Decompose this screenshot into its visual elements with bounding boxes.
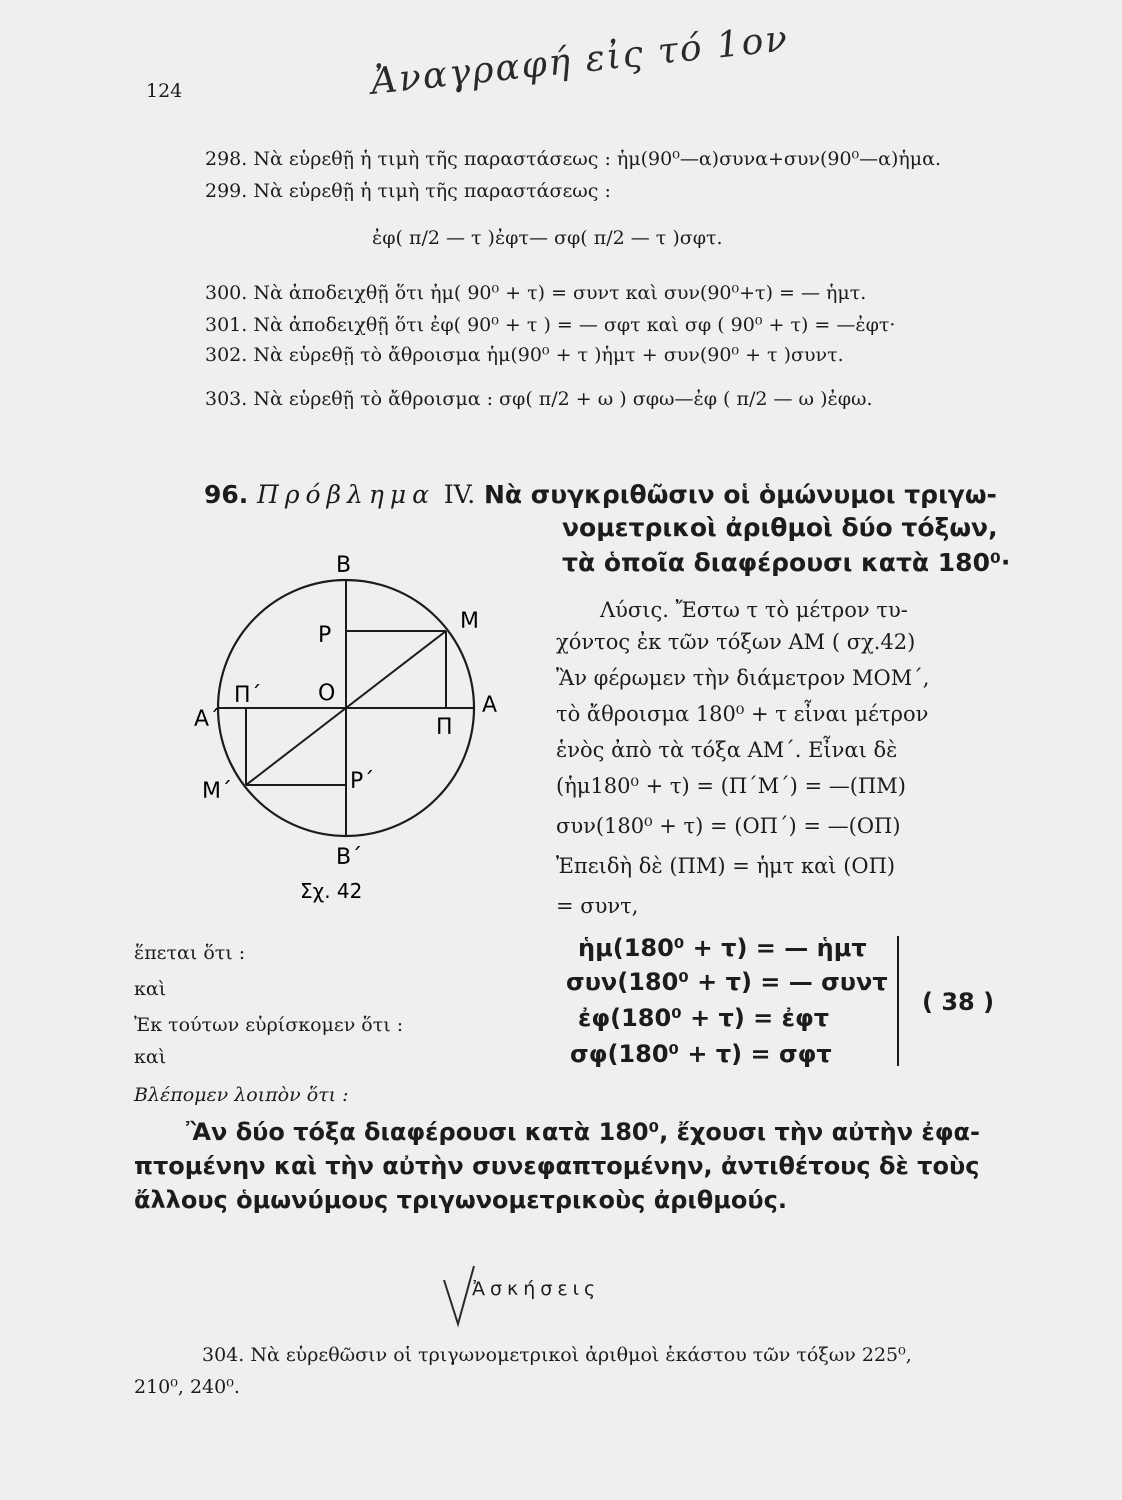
exercise-299: 299. Νὰ εὑρεθῇ ἡ τιμὴ τῆς παραστάσεως : — [205, 180, 611, 202]
solution-line-1: Λύσις. Ἔστω τ τὸ μέτρον τυ- — [600, 598, 908, 622]
conclusion-line-2: πτομένην καὶ τὴν αὐτὴν συνεφαπτομένην, ἀντιθέτους δὲ τοὺς — [134, 1152, 980, 1180]
label-M: Μ — [460, 609, 479, 634]
figure-42 — [190, 550, 520, 910]
label-P: Ρ — [318, 623, 332, 648]
solution-line-2: χόντος ἐκ τῶν τόξων ΑΜ ( σχ.42) — [556, 630, 916, 654]
label-A-prime: Α΄ — [194, 707, 221, 732]
exercise-301: 301. Νὰ ἀποδειχθῇ ὅτι ἐφ( 90⁰ + τ ) = — σφτ καὶ σφ ( 90⁰ + τ) = —ἐφτ· — [205, 314, 896, 336]
problem-roman: IV. — [443, 480, 476, 509]
exercises-heading: Ἀσκήσεις — [472, 1278, 601, 1300]
formula-tan: ἐφ(180⁰ + τ) = ἐφτ — [578, 1004, 830, 1032]
label-B: Β — [336, 553, 352, 578]
handwritten-note: Ἀναγραφή εἰς τό 1ον — [369, 18, 791, 103]
conclusion-line-3: ἄλλους ὁμωνύμους τριγωνομετρικοὺς ἀριθμούς. — [134, 1186, 787, 1214]
results-left-3: Ἐκ τούτων εὑρίσκομεν ὅτι : — [134, 1014, 404, 1036]
page-number: 124 — [146, 80, 183, 102]
solution-line-7: συν(180⁰ + τ) = (ΟΠ΄) = —(ΟΠ) — [556, 814, 901, 838]
results-left-4: καὶ — [134, 1046, 167, 1068]
problem-title-1: Νὰ συγκριθῶσιν οἱ ὁμώνυμοι τριγω- — [483, 480, 997, 509]
results-left-2: καὶ — [134, 978, 167, 1000]
exercise-298: 298. Νὰ εὑρεθῇ ἡ τιμὴ τῆς παραστάσεως : ἡμ(90⁰—α)συνα+συν(90⁰—α)ἡμα. — [205, 148, 942, 170]
exercise-302: 302. Νὰ εὑρεθῇ τὸ ἄθροισμα ἡμ(90⁰ + τ )ἡμτ + συν(90⁰ + τ )συντ. — [205, 344, 844, 366]
exercise-304-line-1: 304. Νὰ εὑρεθῶσιν οἱ τριγωνομετρικοὶ ἀριθμοὶ ἑκάστου τῶν τόξων 225⁰, — [202, 1344, 912, 1366]
label-M-prime: Μ΄ — [202, 779, 232, 804]
formula-cos: συν(180⁰ + τ) = — συντ — [566, 968, 888, 996]
exercise-304-line-2: 210⁰, 240⁰. — [134, 1376, 240, 1398]
formula-sin: ἡμ(180⁰ + τ) = — ἡμτ — [578, 934, 867, 962]
solution-line-4: τὸ ἄθροισμα 180⁰ + τ εἶναι μέτρον — [556, 702, 929, 726]
solution-line-3: Ἂν φέρωμεν τὴν διάμετρον ΜΟΜ΄, — [556, 666, 930, 690]
solution-line-8: Ἐπειδὴ δὲ (ΠΜ) = ἡμτ καὶ (ΟΠ) — [556, 854, 896, 878]
problem-title-2: νομετρικοὶ ἀριθμοὶ δύο τόξων, — [562, 513, 998, 542]
solution-line-6: (ἡμ180⁰ + τ) = (Π΄Μ΄) = —(ΠΜ) — [556, 774, 906, 798]
problem-label: Πρόβλημα — [257, 480, 435, 509]
formula-brace — [890, 936, 906, 1066]
exercise-300: 300. Νὰ ἀποδειχθῇ ὅτι ἡμ( 90⁰ + τ) = συντ καὶ συν(90⁰+τ) = — ἡμτ. — [205, 282, 867, 304]
solution-line-9: = συντ, — [556, 894, 639, 918]
label-B-prime: Β΄ — [336, 845, 363, 870]
conclusion-line-1: Ἂν δύο τόξα διαφέρουσι κατὰ 180⁰, ἔχουσι τὴν αὐτὴν ἐφα- — [186, 1118, 980, 1146]
label-O: Ο — [318, 681, 336, 706]
results-left-1: ἕπεται ὅτι : — [134, 942, 246, 964]
formula-cot: σφ(180⁰ + τ) = σφτ — [570, 1040, 832, 1068]
label-Pi: Π — [436, 715, 453, 740]
problem-heading — [204, 480, 997, 509]
label-P-prime: Ρ΄ — [350, 769, 375, 794]
exercise-299-formula: ἐφ( π/2 — τ )ἐφτ— σφ( π/2 — τ )σφτ. — [372, 227, 723, 249]
label-A: Α — [482, 693, 498, 718]
equation-number: ( 38 ) — [922, 988, 995, 1016]
exercise-303: 303. Νὰ εὑρεθῇ τὸ ἄθροισμα : σφ( π/2 + ω ) σφω—ἐφ ( π/2 — ω )ἐφω. — [205, 388, 873, 410]
figure-caption: Σχ. 42 — [300, 879, 363, 903]
problem-title-3: τὰ ὁποῖα διαφέρουσι κατὰ 180⁰· — [562, 548, 1011, 577]
conclusion-lead: Βλέπομεν λοιπὸν ὅτι : — [134, 1084, 349, 1106]
solution-line-5: ἑνὸς ἀπὸ τὰ τόξα ΑΜ΄. Εἶναι δὲ — [556, 738, 898, 762]
label-Pi-prime: Π΄ — [234, 683, 262, 708]
problem-number: 96. — [204, 480, 249, 509]
